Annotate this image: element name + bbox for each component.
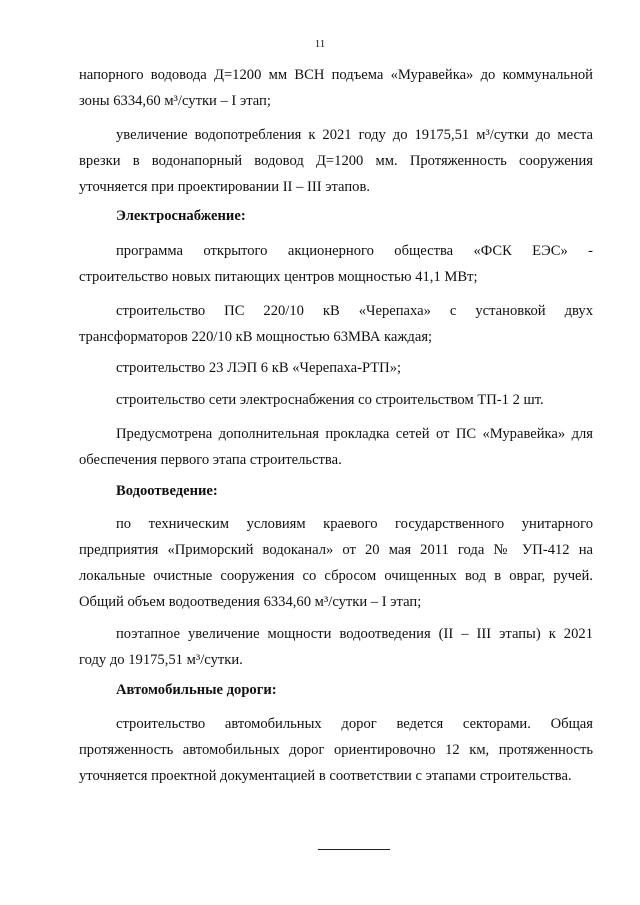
text-line: строительство сети электроснабжения со строительством ТП-1 2 шт. (116, 392, 544, 408)
paragraph-water-consumption-increase (79, 122, 593, 200)
text-line: поэтапное увеличение мощности водоотведения (II – III этапы) к 2021 (116, 626, 593, 642)
text-line: Предусмотрена дополнительная прокладка сетей от ПС «Муравейка» для (116, 426, 593, 442)
text-line: по техническим условиям краевого государственного унитарного (116, 516, 593, 532)
text-line: программа открытого акционерного общества «ФСК ЕЭС» - (116, 243, 593, 259)
section-heading-drainage: Водоотведение: (116, 483, 218, 499)
text-line: локальные очистные сооружения со сбросом очищенных вод в овраг, ручей. (79, 568, 593, 584)
section-heading-roads: Автомобильные дороги: (116, 682, 277, 698)
text-line: предприятия «Приморский водоканал» от 20 мая 2011 года № УП-412 на (79, 542, 593, 558)
text-line: строительство ПС 220/10 кВ «Черепаха» с установкой двух (116, 303, 593, 319)
footer-divider (318, 849, 390, 850)
text-line: Общий объем водоотведения 6334,60 м³/сутки – I этап; (79, 594, 422, 610)
paragraph-power-network (79, 387, 593, 413)
paragraph-power-lines (79, 355, 593, 381)
text-line: обеспечения первого этапа строительства. (79, 452, 342, 468)
text-line: строительство 23 ЛЭП 6 кВ «Черепаха-РТП»; (116, 360, 402, 376)
paragraph-fsk-program (79, 238, 593, 290)
text-line: зоны 6334,60 м³/сутки – I этап; (79, 93, 271, 109)
section-heading-power-supply: Электроснабжение: (116, 208, 246, 224)
text-line: строительство автомобильных дорог ведется секторами. Общая (116, 716, 593, 732)
text-line: строительство новых питающих центров мощностью 41,1 МВт; (79, 269, 478, 285)
paragraph-substation-construction (79, 298, 593, 350)
text-line: увеличение водопотребления к 2021 году до 19175,51 м³/сутки до места (116, 127, 593, 143)
paragraph-water-supply-pipeline (79, 62, 593, 114)
text-line: уточняется при проектировании II – III этапов. (79, 179, 370, 195)
text-line: врезки в водонапорный водовод Д=1200 мм. Протяженность сооружения (79, 153, 593, 169)
text-line: уточняется проектной документацией в соответствии с этапами строительства. (79, 768, 572, 784)
paragraph-technical-conditions (79, 511, 593, 615)
text-line: напорного водовода Д=1200 мм ВСН подъема «Муравейка» до коммунальной (79, 67, 593, 83)
text-line: году до 19175,51 м³/сутки. (79, 652, 243, 668)
page-number: 11 (314, 38, 326, 50)
text-line: протяженность автомобильных дорог ориентировочно 12 км, протяженность (79, 742, 593, 758)
paragraph-drainage-capacity (79, 621, 593, 673)
paragraph-additional-networks (79, 421, 593, 473)
paragraph-road-construction (79, 711, 593, 789)
text-line: трансформаторов 220/10 кВ мощностью 63МВА каждая; (79, 329, 433, 345)
